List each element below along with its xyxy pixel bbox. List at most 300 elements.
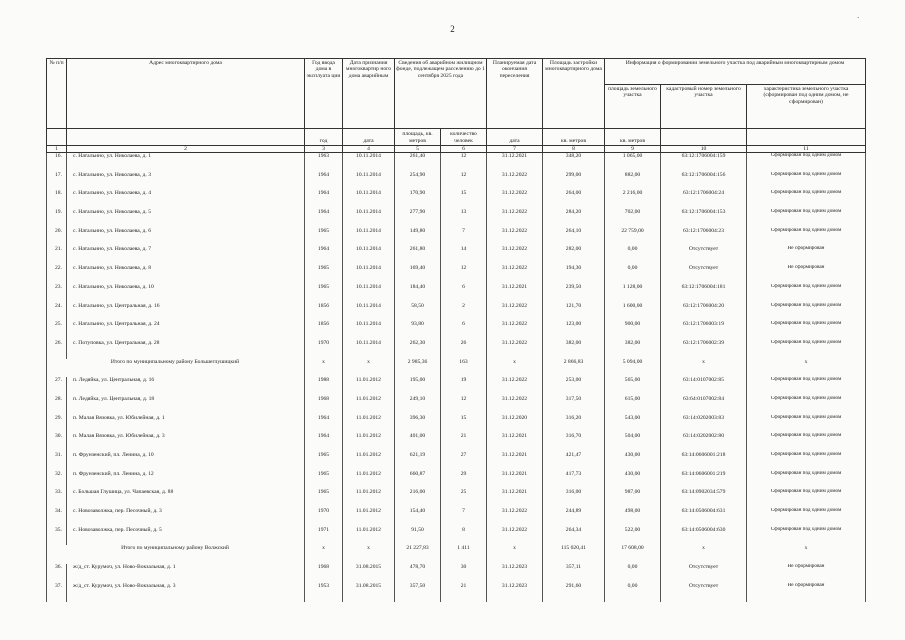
row-land: 565,00 bbox=[605, 377, 661, 396]
col-number: 9 bbox=[605, 146, 661, 153]
row-number: 26. bbox=[47, 340, 67, 359]
col-number: 8 bbox=[543, 146, 605, 153]
row-address: п. Фрунзенский, пл. Ленина, д. 12 bbox=[67, 471, 305, 490]
row-area: 478,70 bbox=[395, 564, 441, 583]
row-char: Не сформирован bbox=[747, 246, 866, 265]
row-land: 543,00 bbox=[605, 415, 661, 434]
row-year: 1968 bbox=[305, 564, 343, 583]
unit-date: дата bbox=[343, 129, 395, 146]
row-area: 91,50 bbox=[395, 527, 441, 546]
row-cad: 63:64:0107002:84 bbox=[661, 396, 747, 415]
row-people: 12 bbox=[441, 153, 487, 172]
row-number: 37. bbox=[47, 583, 67, 602]
total-area: 2 985,36 bbox=[395, 359, 441, 378]
row-planned: 31.12.2022 bbox=[487, 265, 543, 284]
row-people: 12 bbox=[441, 396, 487, 415]
col-number: 7 bbox=[487, 146, 543, 153]
row-people: 6 bbox=[441, 321, 487, 340]
row-cad: 63:12:1706004:153 bbox=[661, 209, 747, 228]
total-year: х bbox=[305, 545, 343, 564]
row-date: 11.01.2012 bbox=[343, 452, 395, 471]
row-land: 900,00 bbox=[605, 321, 661, 340]
row-area: 254,90 bbox=[395, 172, 441, 191]
table-row bbox=[47, 396, 866, 415]
row-land: 430,00 bbox=[605, 452, 661, 471]
table-row bbox=[47, 284, 866, 303]
total-date: х bbox=[343, 359, 395, 378]
row-people: 12 bbox=[441, 265, 487, 284]
row-area: 357,50 bbox=[395, 583, 441, 602]
row-year: 1988 bbox=[305, 377, 343, 396]
row-area: 195,00 bbox=[395, 377, 441, 396]
row-land: 0,00 bbox=[605, 265, 661, 284]
row-planned: 31.12.2022 bbox=[487, 321, 543, 340]
row-date: 10.11.2014 bbox=[343, 321, 395, 340]
row-land: 0,00 bbox=[605, 246, 661, 265]
col-number: 10 bbox=[661, 146, 747, 153]
total-people: 1 411 bbox=[441, 545, 487, 564]
row-built: 264,00 bbox=[543, 190, 605, 209]
total-built: 115 020,41 bbox=[543, 545, 605, 564]
row-year: 1970 bbox=[305, 508, 343, 527]
row-char: Сформирован под одним домом bbox=[747, 527, 866, 546]
row-built: 264,10 bbox=[543, 228, 605, 247]
row-built: 239,50 bbox=[543, 284, 605, 303]
row-people: 8 bbox=[441, 527, 487, 546]
row-number: 34. bbox=[47, 508, 67, 527]
row-date: 10.11.2014 bbox=[343, 340, 395, 359]
row-address: с. Натальино, ул. Николаева, д. 8 bbox=[67, 265, 305, 284]
row-date: 10.11.2014 bbox=[343, 190, 395, 209]
header-col-built-area: Площадь застройки многоквартирного дома bbox=[543, 59, 605, 129]
header-units-row bbox=[47, 129, 866, 146]
row-date: 11.01.2012 bbox=[343, 433, 395, 452]
row-land: 1 065,00 bbox=[605, 153, 661, 172]
row-area: 169,40 bbox=[395, 265, 441, 284]
total-row bbox=[47, 359, 866, 378]
row-number: 36. bbox=[47, 564, 67, 583]
row-area: 170,90 bbox=[395, 190, 441, 209]
row-address: с. Натальино, ул. Николаева, д. 7 bbox=[67, 246, 305, 265]
row-built: 291,60 bbox=[543, 583, 605, 602]
row-date: 10.11.2014 bbox=[343, 265, 395, 284]
row-year: 1856 bbox=[305, 321, 343, 340]
row-land: 987,00 bbox=[605, 489, 661, 508]
row-year: 1965 bbox=[305, 489, 343, 508]
row-address: с. Натальино, ул. Николаева, д. 5 bbox=[67, 209, 305, 228]
table-row bbox=[47, 153, 866, 172]
row-date: 11.01.2012 bbox=[343, 489, 395, 508]
row-year: 1964 bbox=[305, 246, 343, 265]
row-built: 357,11 bbox=[543, 564, 605, 583]
row-area: 660,87 bbox=[395, 471, 441, 490]
col-number: 4 bbox=[343, 146, 395, 153]
header-col-address: Адрес многоквартирного дома bbox=[67, 59, 305, 129]
row-planned: 31.12.2021 bbox=[487, 452, 543, 471]
row-cad: Отсутствует bbox=[661, 246, 747, 265]
row-area: 401,00 bbox=[395, 433, 441, 452]
total-area: 21 227,83 bbox=[395, 545, 441, 564]
row-char: Не сформирован bbox=[747, 583, 866, 602]
row-built: 317,50 bbox=[543, 396, 605, 415]
row-land: 2 216,00 bbox=[605, 190, 661, 209]
row-year: 1968 bbox=[305, 396, 343, 415]
row-cad: Отсутствует bbox=[661, 583, 747, 602]
row-number: 28. bbox=[47, 396, 67, 415]
row-year: 1971 bbox=[305, 527, 343, 546]
row-date: 31.08.2015 bbox=[343, 564, 395, 583]
col-number: 2 bbox=[67, 146, 305, 153]
row-area: 149,80 bbox=[395, 228, 441, 247]
page-mark: · bbox=[857, 14, 860, 22]
row-built: 284,20 bbox=[543, 209, 605, 228]
row-people: 25 bbox=[441, 489, 487, 508]
table-row bbox=[47, 321, 866, 340]
row-number: 27. bbox=[47, 377, 67, 396]
row-people: 30 bbox=[441, 564, 487, 583]
row-cad: Отсутствует bbox=[661, 564, 747, 583]
table-row bbox=[47, 209, 866, 228]
row-date: 10.11.2014 bbox=[343, 153, 395, 172]
row-date: 11.01.2012 bbox=[343, 527, 395, 546]
row-people: 12 bbox=[441, 172, 487, 191]
row-year: 1964 bbox=[305, 433, 343, 452]
row-number: 17. bbox=[47, 172, 67, 191]
header-col-cadastral: кадастровый номер земельного участка bbox=[661, 85, 747, 129]
row-built: 348,20 bbox=[543, 153, 605, 172]
row-land: 1 600,00 bbox=[605, 303, 661, 322]
row-land: 498,00 bbox=[605, 508, 661, 527]
row-date: 10.11.2014 bbox=[343, 172, 395, 191]
col-number: 6 bbox=[441, 146, 487, 153]
row-char: Сформирован под одним домом bbox=[747, 452, 866, 471]
row-land: 430,00 bbox=[605, 471, 661, 490]
row-date: 11.01.2012 bbox=[343, 415, 395, 434]
row-cad: 63:12:1706004:159 bbox=[661, 153, 747, 172]
row-area: 396,30 bbox=[395, 415, 441, 434]
row-planned: 31.12.2021 bbox=[487, 489, 543, 508]
table-row bbox=[47, 508, 866, 527]
row-char: Сформирован под одним домом bbox=[747, 340, 866, 359]
row-people: 19 bbox=[441, 377, 487, 396]
row-year: 1965 bbox=[305, 452, 343, 471]
unit-planned: дата bbox=[487, 129, 543, 146]
row-people: 13 bbox=[441, 209, 487, 228]
row-cad: 63:12:1706004:20 bbox=[661, 303, 747, 322]
row-date: 10.11.2014 bbox=[343, 209, 395, 228]
header-col-land-area: площадь земельного участка bbox=[605, 85, 661, 129]
row-cad: 63:14:0202003:83 bbox=[661, 415, 747, 434]
row-cad: 63:14:0202002:80 bbox=[661, 433, 747, 452]
row-date: 31.08.2015 bbox=[343, 583, 395, 602]
table-row bbox=[47, 190, 866, 209]
row-land: 504,00 bbox=[605, 433, 661, 452]
row-char: Сформирован под одним домом bbox=[747, 284, 866, 303]
unit-land: кв. метров bbox=[605, 129, 661, 146]
row-address: п. Малая Вязовка, ул. Юбилейная, д. 3 bbox=[67, 433, 305, 452]
row-people: 7 bbox=[441, 508, 487, 527]
row-number: 23. bbox=[47, 284, 67, 303]
header-col-no: № п/п bbox=[47, 59, 67, 129]
row-year: 1965 bbox=[305, 471, 343, 490]
row-planned: 31.12.2022 bbox=[487, 377, 543, 396]
row-number: 20. bbox=[47, 228, 67, 247]
row-built: 417,73 bbox=[543, 471, 605, 490]
row-date: 10.11.2014 bbox=[343, 303, 395, 322]
row-char: Сформирован под одним домом bbox=[747, 321, 866, 340]
row-number: 25. bbox=[47, 321, 67, 340]
table-row bbox=[47, 527, 866, 546]
row-cad: 63:14:0107002:85 bbox=[661, 377, 747, 396]
row-cad: 63:12:1706002:39 bbox=[661, 340, 747, 359]
row-date: 10.11.2014 bbox=[343, 284, 395, 303]
row-address: п. Ледяйка, ул. Центральная, д. 18 bbox=[67, 396, 305, 415]
row-number: 32. bbox=[47, 471, 67, 490]
table-row bbox=[47, 415, 866, 434]
row-people: 29 bbox=[441, 471, 487, 490]
row-date: 11.01.2012 bbox=[343, 396, 395, 415]
row-address: с. Натальино, ул. Николаева, д. 6 bbox=[67, 228, 305, 247]
row-planned: 31.12.2023 bbox=[487, 564, 543, 583]
row-address: п. Малая Вязовка, ул. Юбилейная, д. 1 bbox=[67, 415, 305, 434]
row-cad: 63:12:1706003:19 bbox=[661, 321, 747, 340]
row-planned: 31.12.2020 bbox=[487, 415, 543, 434]
row-address: ж/д_ст. Курумоч, ул. Ново-Вокзальная, д. 3 bbox=[67, 583, 305, 602]
unit-char bbox=[747, 129, 866, 146]
row-people: 21 bbox=[441, 433, 487, 452]
row-people: 7 bbox=[441, 228, 487, 247]
row-address: с. Натальино, ул. Николаева, д. 4 bbox=[67, 190, 305, 209]
row-planned: 31.12.2022 bbox=[487, 396, 543, 415]
row-land: 522,00 bbox=[605, 527, 661, 546]
row-planned: 31.12.2021 bbox=[487, 433, 543, 452]
total-cad: х bbox=[661, 545, 747, 564]
row-land: 1 128,00 bbox=[605, 284, 661, 303]
row-built: 316,20 bbox=[543, 415, 605, 434]
row-cad: 63:12:1706004:181 bbox=[661, 284, 747, 303]
row-address: с. Новозаволжка, пер. Песочный, д. 5 bbox=[67, 527, 305, 546]
row-planned: 31.12.2021 bbox=[487, 471, 543, 490]
table-row bbox=[47, 471, 866, 490]
row-cad: 63:14:0506004:630 bbox=[661, 527, 747, 546]
row-cad: 63:14:0606001:219 bbox=[661, 471, 747, 490]
table-row bbox=[47, 452, 866, 471]
row-date: 10.11.2014 bbox=[343, 228, 395, 247]
row-people: 21 bbox=[441, 583, 487, 602]
row-number: 24. bbox=[47, 303, 67, 322]
header-col-year: Год ввода дома в эксплуата ции bbox=[305, 59, 343, 129]
row-number: 35. bbox=[47, 527, 67, 546]
row-cad: 63:12:1706004:156 bbox=[661, 172, 747, 191]
table-body bbox=[47, 153, 866, 602]
total-planned: х bbox=[487, 359, 543, 378]
header-col-planned: Планируемая дата окончания переселения bbox=[487, 59, 543, 129]
row-cad: 63:14:0506004:631 bbox=[661, 508, 747, 527]
row-number: 31. bbox=[47, 452, 67, 471]
row-date: 11.01.2012 bbox=[343, 508, 395, 527]
unit-area: площадь, кв. метров bbox=[395, 129, 441, 146]
unit-built: кв. метров bbox=[543, 129, 605, 146]
row-land: 22 759,00 bbox=[605, 228, 661, 247]
row-area: 154,40 bbox=[395, 508, 441, 527]
row-area: 249,10 bbox=[395, 396, 441, 415]
row-address: с. Новозаволжка, пер. Песочный, д. 3 bbox=[67, 508, 305, 527]
row-address: с. Потуповка, ул. Центральная, д. 28 bbox=[67, 340, 305, 359]
row-char: Сформирован под одним домом bbox=[747, 303, 866, 322]
row-planned: 31.12.2022 bbox=[487, 209, 543, 228]
table-row bbox=[47, 583, 866, 602]
row-year: 1953 bbox=[305, 583, 343, 602]
total-year: х bbox=[305, 359, 343, 378]
row-char: Сформирован под одним домом bbox=[747, 489, 866, 508]
row-year: 1964 bbox=[305, 415, 343, 434]
row-address: с. Большая Глушица, ул. Чапаевская, д. 88 bbox=[67, 489, 305, 508]
row-built: 316,00 bbox=[543, 489, 605, 508]
header-col-fund: Сведения об аварийном жилищном фонде, подлежащем расселению до 1 сентября 2025 года bbox=[395, 59, 487, 129]
row-area: 621,19 bbox=[395, 452, 441, 471]
row-planned: 31.12.2021 bbox=[487, 284, 543, 303]
table-row bbox=[47, 246, 866, 265]
unit-year: год bbox=[305, 129, 343, 146]
unit-cadastral bbox=[661, 129, 747, 146]
row-cad: 63:14:0902034:579 bbox=[661, 489, 747, 508]
row-area: 216,00 bbox=[395, 489, 441, 508]
row-address: с. Натальино, ул. Николаева, д. 10 bbox=[67, 284, 305, 303]
row-people: 26 bbox=[441, 340, 487, 359]
row-land: 702,00 bbox=[605, 209, 661, 228]
table-row bbox=[47, 564, 866, 583]
total-cad: х bbox=[661, 359, 747, 378]
row-date: 10.11.2014 bbox=[343, 246, 395, 265]
row-built: 316,70 bbox=[543, 433, 605, 452]
total-label: Итого по муниципальному району Волжский bbox=[47, 545, 305, 564]
row-planned: 31.12.2022 bbox=[487, 303, 543, 322]
table-header bbox=[47, 59, 866, 153]
row-planned: 31.12.2022 bbox=[487, 527, 543, 546]
row-char: Сформирован под одним домом bbox=[747, 209, 866, 228]
total-land: 5 094,00 bbox=[605, 359, 661, 378]
row-address: с. Натальино, ул. Центральная, д. 16 bbox=[67, 303, 305, 322]
table-row bbox=[47, 433, 866, 452]
row-year: 1965 bbox=[305, 228, 343, 247]
row-number: 19. bbox=[47, 209, 67, 228]
row-built: 194,30 bbox=[543, 265, 605, 284]
row-people: 27 bbox=[441, 452, 487, 471]
header-col-recognized: Дата признания многоквартир ного дома аварийным bbox=[343, 59, 395, 129]
row-year: 1970 bbox=[305, 340, 343, 359]
row-char: Сформирован под одним домом bbox=[747, 471, 866, 490]
housing-registry-table bbox=[46, 58, 866, 602]
row-year: 1963 bbox=[305, 153, 343, 172]
row-char: Сформирован под одним домом bbox=[747, 508, 866, 527]
row-address: с. Натальино, ул. Николаева, д. 1 bbox=[67, 153, 305, 172]
header-column-numbers bbox=[47, 146, 866, 153]
row-land: 382,00 bbox=[605, 340, 661, 359]
row-address: ж/д_ст. Курумоч, ул. Ново-Вокзальная, д. 1 bbox=[67, 564, 305, 583]
table-row bbox=[47, 489, 866, 508]
total-char: х bbox=[747, 545, 866, 564]
row-built: 121,70 bbox=[543, 303, 605, 322]
row-char: Не сформирован bbox=[747, 564, 866, 583]
row-date: 11.01.2012 bbox=[343, 471, 395, 490]
row-year: 1964 bbox=[305, 172, 343, 191]
row-year: 1965 bbox=[305, 284, 343, 303]
row-number: 33. bbox=[47, 489, 67, 508]
row-people: 15 bbox=[441, 190, 487, 209]
row-number: 16. bbox=[47, 153, 67, 172]
table-row bbox=[47, 303, 866, 322]
row-area: 262,30 bbox=[395, 340, 441, 359]
row-built: 382,00 bbox=[543, 340, 605, 359]
row-number: 22. bbox=[47, 265, 67, 284]
row-built: 264,34 bbox=[543, 527, 605, 546]
col-number: 11 bbox=[747, 146, 866, 153]
row-people: 14 bbox=[441, 246, 487, 265]
row-built: 244,89 bbox=[543, 508, 605, 527]
page-number: 2 bbox=[450, 24, 455, 34]
row-address: п. Ледяйка, ул. Центральная, д. 16 bbox=[67, 377, 305, 396]
row-char: Сформирован под одним домом bbox=[747, 153, 866, 172]
row-char: Не сформирован bbox=[747, 265, 866, 284]
table-row bbox=[47, 228, 866, 247]
row-char: Сформирован под одним домом bbox=[747, 172, 866, 191]
col-number: 5 bbox=[395, 146, 441, 153]
total-label: Итого по муниципальному району Большеглушицкий bbox=[47, 359, 305, 378]
row-area: 93,80 bbox=[395, 321, 441, 340]
row-address: п. Фрунзенский, пл. Ленина, д. 10 bbox=[67, 452, 305, 471]
row-land: 615,00 bbox=[605, 396, 661, 415]
row-people: 2 bbox=[441, 303, 487, 322]
row-cad: 63:14:0606001:218 bbox=[661, 452, 747, 471]
row-planned: 31.12.2021 bbox=[487, 153, 543, 172]
row-planned: 31.12.2022 bbox=[487, 508, 543, 527]
col-number: 3 bbox=[305, 146, 343, 153]
row-built: 282,00 bbox=[543, 246, 605, 265]
row-built: 123,00 bbox=[543, 321, 605, 340]
unit-people: количество человек bbox=[441, 129, 487, 146]
row-planned: 31.12.2022 bbox=[487, 228, 543, 247]
row-year: 1964 bbox=[305, 190, 343, 209]
row-area: 277,90 bbox=[395, 209, 441, 228]
row-people: 15 bbox=[441, 415, 487, 434]
row-char: Сформирован под одним домом bbox=[747, 396, 866, 415]
row-built: 421,47 bbox=[543, 452, 605, 471]
row-number: 21. bbox=[47, 246, 67, 265]
row-char: Сформирован под одним домом bbox=[747, 228, 866, 247]
table-row bbox=[47, 340, 866, 359]
col-number: 1 bbox=[47, 146, 67, 153]
row-number: 30. bbox=[47, 433, 67, 452]
total-built: 2 866,83 bbox=[543, 359, 605, 378]
total-land: 17 608,00 bbox=[605, 545, 661, 564]
row-planned: 31.12.2022 bbox=[487, 246, 543, 265]
row-year: 1856 bbox=[305, 303, 343, 322]
row-char: Сформирован под одним домом bbox=[747, 190, 866, 209]
row-address: с. Натальино, ул. Николаева, д. 3 bbox=[67, 172, 305, 191]
total-date: х bbox=[343, 545, 395, 564]
row-cad: 63:12:1706004:23 bbox=[661, 228, 747, 247]
row-address: с. Натальино, ул. Центральная, д. 24 bbox=[67, 321, 305, 340]
total-planned: х bbox=[487, 545, 543, 564]
row-number: 18. bbox=[47, 190, 67, 209]
row-built: 253,00 bbox=[543, 377, 605, 396]
row-cad: Отсутствует bbox=[661, 265, 747, 284]
row-land: 0,00 bbox=[605, 564, 661, 583]
table-row bbox=[47, 265, 866, 284]
row-area: 261,40 bbox=[395, 153, 441, 172]
row-land: 882,00 bbox=[605, 172, 661, 191]
row-area: 58,50 bbox=[395, 303, 441, 322]
